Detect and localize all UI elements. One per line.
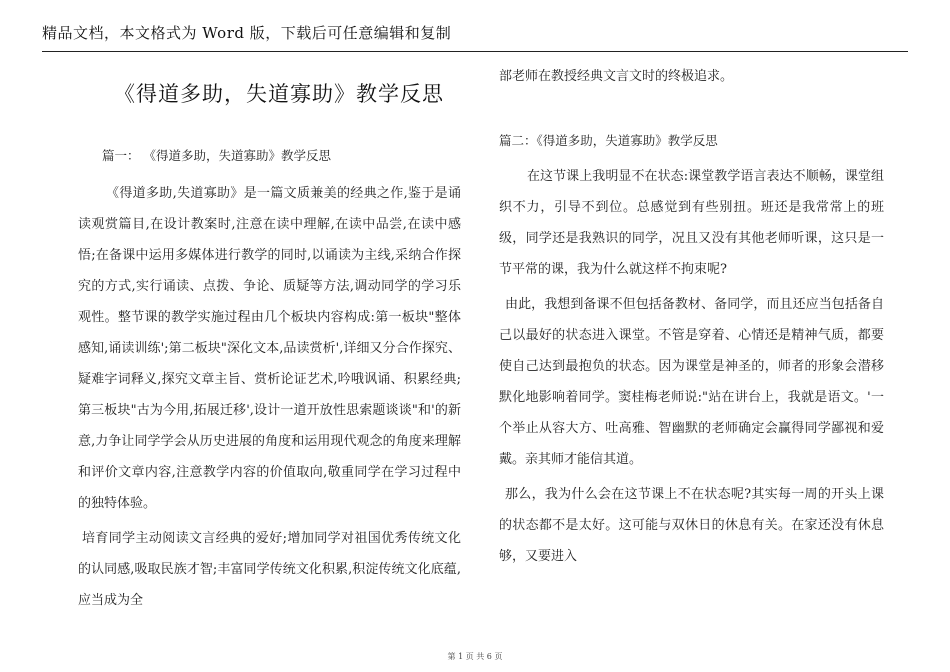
- section-two-heading: 篇二：《得道多助，失道寡助》教学反思: [499, 133, 718, 148]
- paragraph: 《得道多助,失道寡助》是一篇文质兼美的经典之作,鉴于是诵读观赏篇目,在设计教案时,注意在读中理解,在读中品尝,在读中感悟;在备课中运用多媒体进行教学的同时,以诵读为主线,采纳合作探究的方式,实行诵读、点拨、争论、质疑等方法,调动同学的学习乐观性。整节课的教学实施过程由几个板块内容构成:第一板块"整体感知,诵读训练';第二板块"深化文本,品读赏析',详细又分合作探究、疑难字词释义,探究文章主旨、赏析论证艺术,吟哦讽诵、积累经典;第三板块"古为今用,拓展迁移',设计一道开放性思索题谈谈"和'的新意,力争让同学学会从历史进展的角度和运用现代观念的角度来理解和评价文章内容,注意教学内容的价值取向,敬重同学在学习过程中的独特体验。: [78, 186, 461, 511]
- paragraph: 由此，我想到备课不但包括备教材、备同学，而且还应当包括备自己以最好的状态进入课堂。不管是穿着、心情还是精神气质，都要使自己达到最抱负的状态。因为课堂是神圣的，师者的形象会潜移默化地影响着同学。窦桂梅老师说:"站在讲台上，我就是语文。'一个举止从容大方、吐高雅、智幽默的老师确定会赢得同学鄙视和爱戴。亲其师才能信其道。: [499, 297, 884, 467]
- paragraph: 那么，我为什么会在这节课上不在状态呢?其实每一周的开头上课的状态都不是太好。这可能与双休日的休息有关。在家还没有休息够，又要进入: [499, 487, 884, 564]
- paragraph: 培育同学主动阅读文言经典的爱好;增加同学对祖国优秀传统文化的认同感,吸取民族才智;丰富同学传统文化积累,积淀传统文化底蕴,应当成为全: [78, 531, 461, 608]
- header-divider: [42, 51, 908, 52]
- paragraph-continuation: 部老师在教授经典文言文时的终极追求。: [499, 69, 734, 84]
- section-one-heading: 篇一： 《得道多助，失道寡助》教学反思: [102, 148, 331, 163]
- document-header: 精品文档，本文格式为 Word 版，下载后可任意编辑和复制: [42, 24, 452, 42]
- right-column: [499, 60, 884, 572]
- page-number: 第 1 页 共 6 页: [447, 652, 503, 661]
- paragraph: 在这节课上我明显不在状态:课堂教学语言表达不顺畅，课堂组织不力，引导不到位。总感觉到有些别扭。班还是我常常上的班级，同学还是我熟识的同学，况且又没有其他老师听课，这只是一节平常的课，我为什么就这样不拘束呢?: [499, 169, 884, 277]
- left-column: [78, 60, 461, 616]
- page-title: 《得道多助，失道寡助》教学反思: [114, 82, 444, 106]
